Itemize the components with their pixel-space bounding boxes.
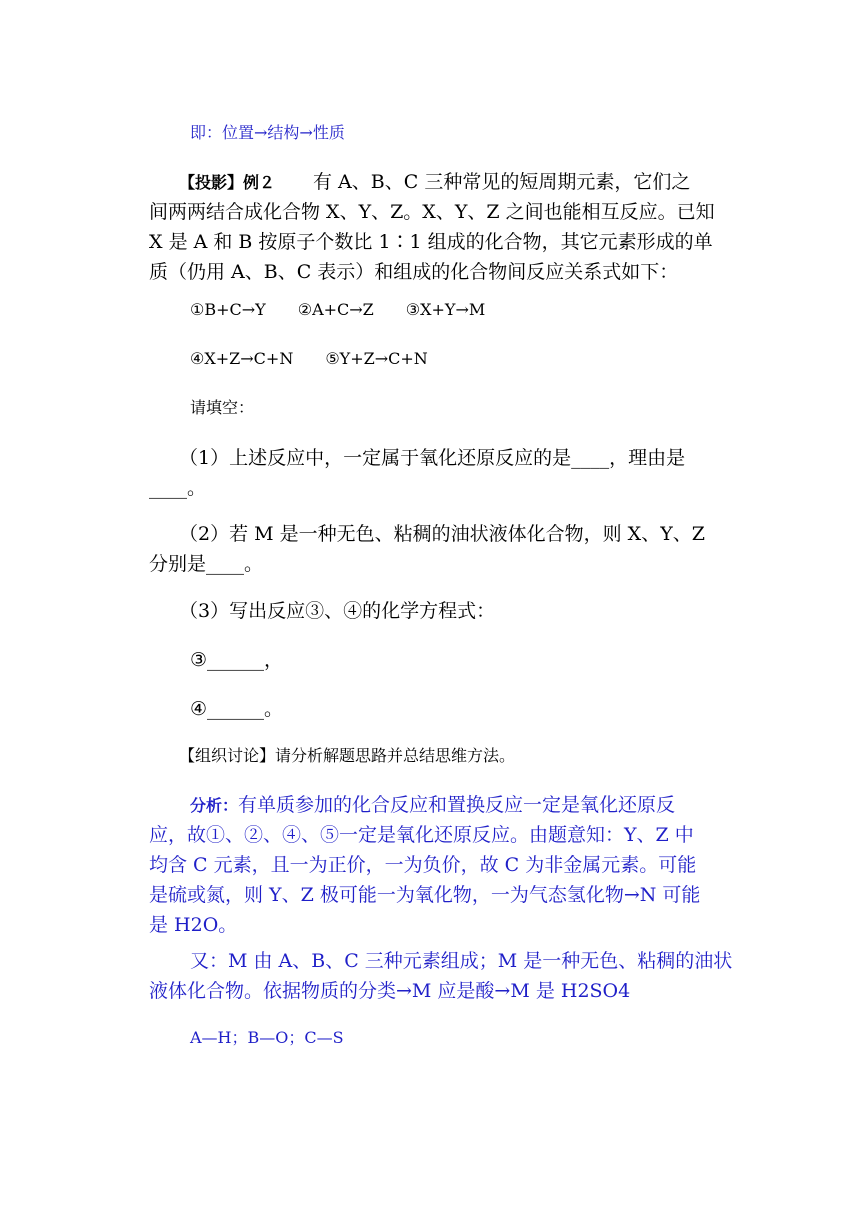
question-1-line-2: ____。 xyxy=(149,477,207,499)
analysis-line-5: 是 H2O。 xyxy=(149,914,238,936)
example-label: 【投影】例２ xyxy=(179,173,276,192)
further-line-2: 液体化合物。依据物质的分类→M 应是酸→M 是 H2SO4 xyxy=(149,980,631,1002)
answer-blank-4: ④______。 xyxy=(190,698,284,720)
fill-prompt: 请填空： xyxy=(190,398,255,417)
intro-line: 即：位置→结构→性质 xyxy=(190,123,345,142)
analysis-line-4: 是硫或氮，则 Y、Z 极可能一为氧化物，一为气态氢化物→N 可能 xyxy=(149,884,701,906)
example-line-2: 间两两结合成化合物 X、Y、Z。X、Y、Z 之间也能相互反应。已知 xyxy=(149,201,715,223)
example-line-3: X 是 A 和 B 按原子个数比 1∶1 组成的化合物，其它元素形成的单 xyxy=(149,231,713,253)
answer-blank-3: ③______， xyxy=(190,649,284,671)
example-line-1 xyxy=(179,167,690,198)
analysis-line-1-text: 有单质参加的化合反应和置换反应一定是氧化还原反 xyxy=(238,794,676,816)
analysis-line-3: 均含 C 元素，且一为正价，一为负价，故 C 为非金属元素。可能 xyxy=(149,854,697,876)
question-3: （3）写出反应③、④的化学方程式： xyxy=(179,600,496,622)
example-line-4: 质（仍用 A、B、C 表示）和组成的化合物间反应关系式如下： xyxy=(149,261,679,283)
question-2-line-2: 分别是____。 xyxy=(149,553,264,575)
example-line-1-text: 有 A、B、C 三种常见的短周期元素，它们之 xyxy=(275,171,691,193)
reactions-row-2: ④X+Z→C+N ⑤Y+Z→C+N xyxy=(190,349,428,368)
discussion-line: 【组织讨论】请分析解题思路并总结思维方法。 xyxy=(179,746,516,765)
analysis-label: 分析： xyxy=(190,796,239,815)
analysis-line-2: 应，故①、②、④、⑤一定是氧化还原反应。由题意知：Y、Z 中 xyxy=(149,824,694,846)
reactions-row-1: ①B+C→Y ②A+C→Z ③X+Y→M xyxy=(190,300,486,319)
further-line-1: 又：M 由 A、B、C 三种元素组成；M 是一种无色、粘稠的油状 xyxy=(190,950,733,972)
analysis-line-1 xyxy=(190,790,675,821)
answer-line: A—H；B—O；C—S xyxy=(190,1028,344,1047)
question-2-line-1: （2）若 M 是一种无色、粘稠的油状液体化合物，则 X、Y、Z xyxy=(179,523,705,545)
question-1-line-1: （1）上述反应中，一定属于氧化还原反应的是____，理由是 xyxy=(179,447,686,469)
